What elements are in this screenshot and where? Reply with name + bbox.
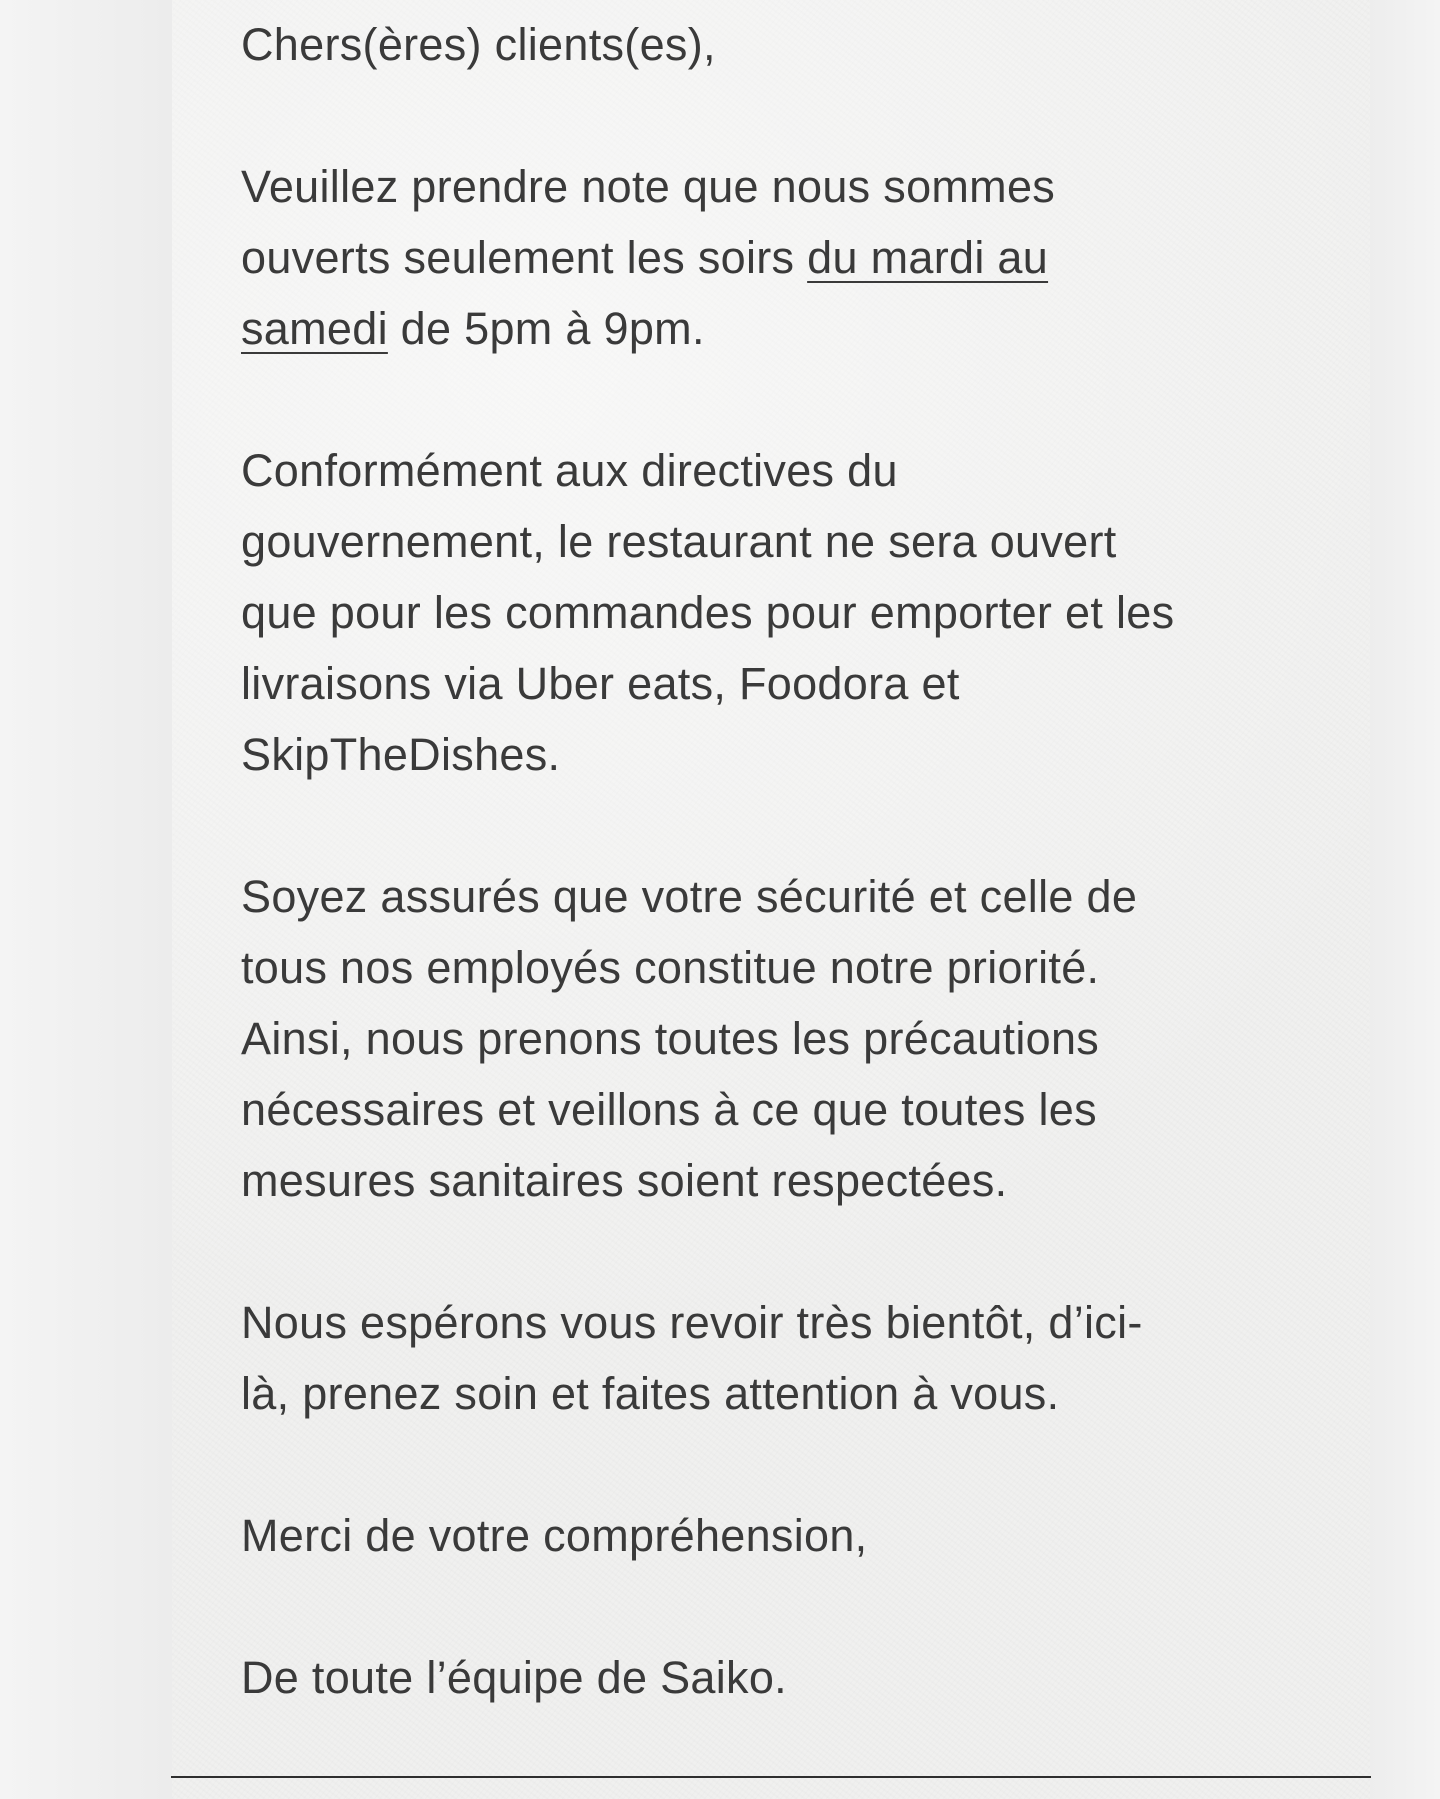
hope-line: là, prenez soin et faites attention à vous. [241, 1368, 1060, 1419]
hours-days-underlined: du mardi au [807, 232, 1049, 283]
greeting: Chers(ères) clients(es), [241, 19, 716, 70]
hours-line-2 [241, 222, 1301, 293]
signature-line: De toute l’équipe de Saiko. [241, 1652, 787, 1703]
paragraph-spacer [241, 1571, 1301, 1642]
paragraph-spacer [241, 364, 1301, 435]
right-margin [1370, 0, 1440, 1799]
hope-line: Nous espérons vous revoir très bientôt, d’ici- [241, 1297, 1143, 1348]
directives-line: SkipTheDishes. [241, 729, 561, 780]
hours-saturday-underlined: samedi [241, 303, 388, 354]
safety-paragraph [241, 861, 1301, 1216]
directives-line: gouvernement, le restaurant ne sera ouvert [241, 516, 1117, 567]
hours-paragraph [241, 151, 1301, 364]
directives-line: que pour les commandes pour emporter et les [241, 587, 1175, 638]
safety-line: tous nos employés constitue notre priorité. [241, 942, 1100, 993]
paragraph-spacer [241, 1429, 1301, 1500]
directives-line: Conformément aux directives du [241, 445, 898, 496]
bottom-divider [171, 1776, 1371, 1778]
thanks-line: Merci de votre compréhension, [241, 1510, 868, 1561]
safety-line: mesures sanitaires soient respectées. [241, 1155, 1008, 1206]
safety-line: nécessaires et veillons à ce que toutes les [241, 1084, 1097, 1135]
hours-time-text: de 5pm à 9pm. [387, 303, 705, 354]
hours-line-1: Veuillez prendre note que nous sommes [241, 161, 1056, 212]
letter-body [241, 0, 1301, 1713]
safety-line: Soyez assurés que votre sécurité et celle de [241, 871, 1138, 922]
hours-line-3 [241, 293, 1301, 364]
safety-line: Ainsi, nous prenons toutes les précautions [241, 1013, 1100, 1064]
paragraph-spacer [241, 80, 1301, 151]
directives-paragraph [241, 435, 1301, 790]
hours-line-2-text: ouverts seulement les soirs [241, 232, 808, 283]
left-margin [0, 0, 172, 1799]
directives-line: livraisons via Uber eats, Foodora et [241, 658, 960, 709]
paragraph-spacer [241, 1216, 1301, 1287]
paragraph-spacer [241, 790, 1301, 861]
hope-paragraph [241, 1287, 1301, 1429]
